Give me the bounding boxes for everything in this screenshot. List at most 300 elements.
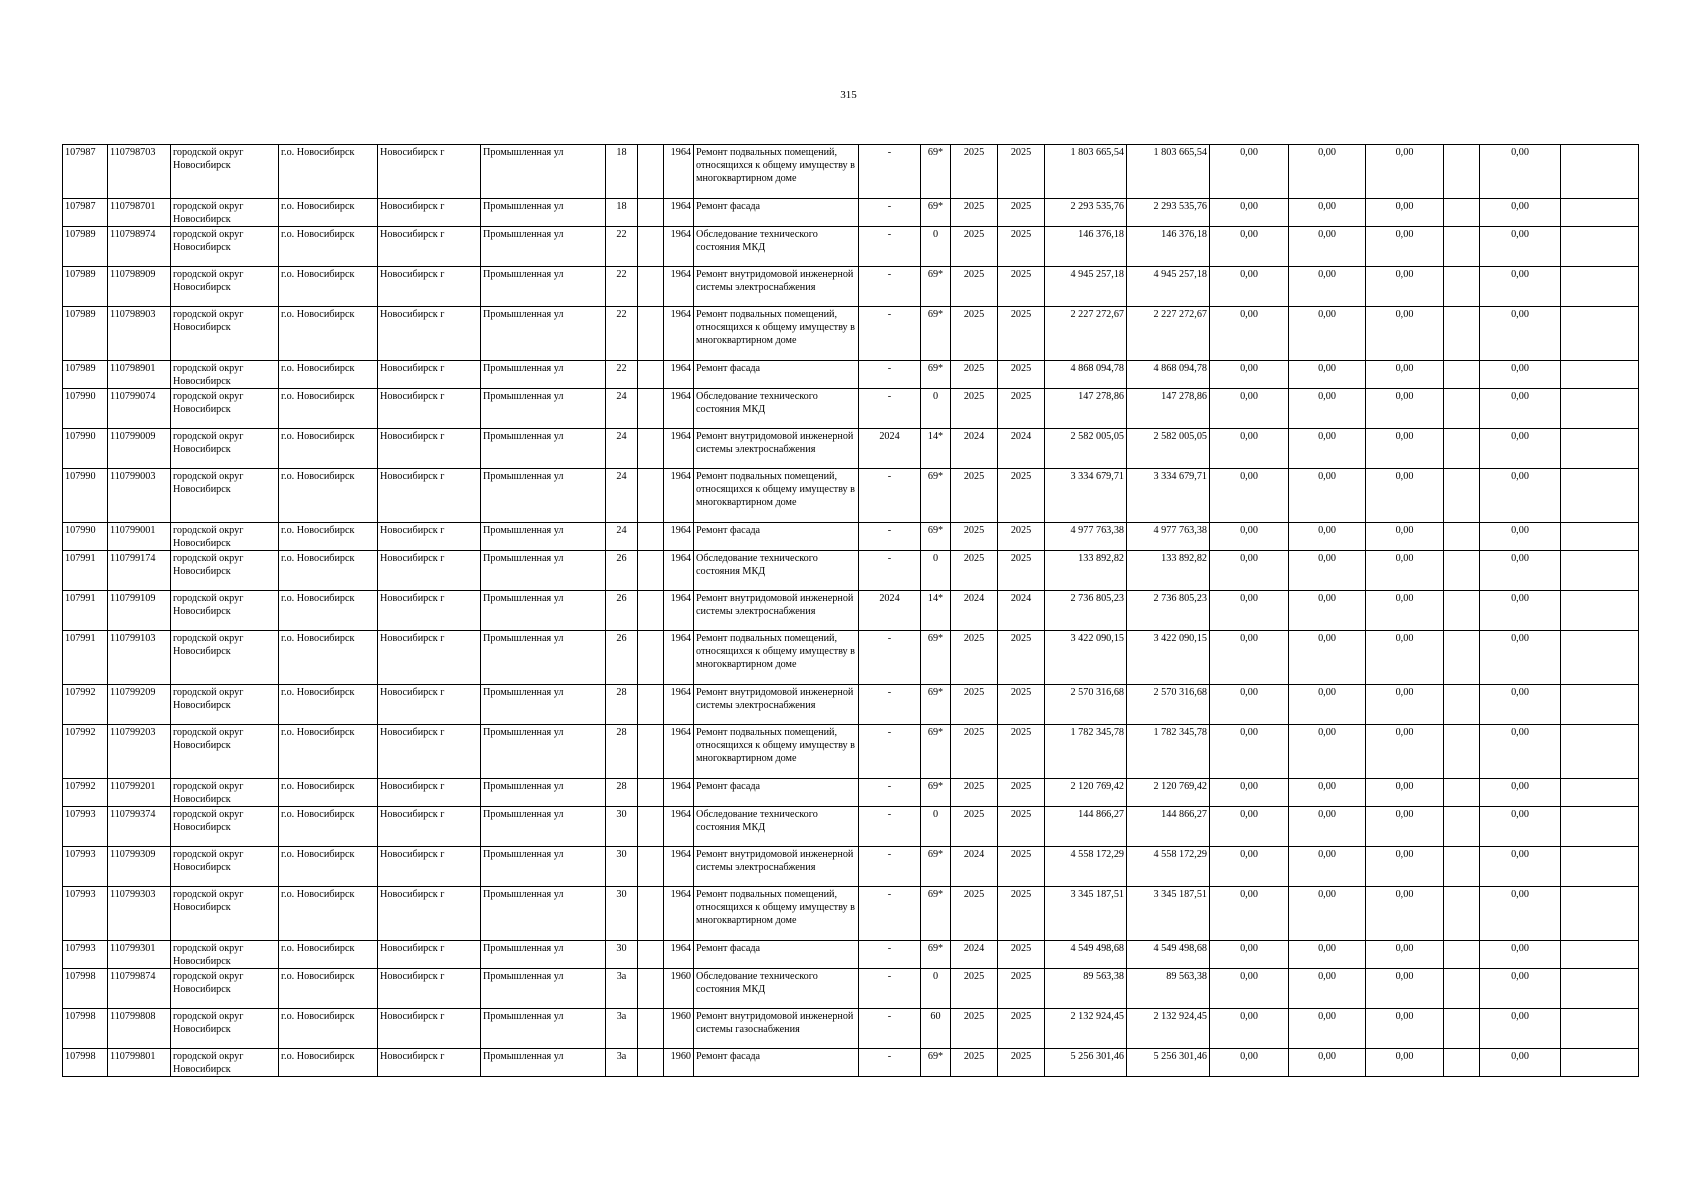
table-row xyxy=(63,1049,1639,1077)
cell-house-id: 107993 xyxy=(63,847,108,887)
cell-wear-percent: 14* xyxy=(921,591,951,631)
cell-building xyxy=(638,227,664,267)
cell-cost-local: 0,00 xyxy=(1366,941,1444,969)
cell-house-number: 22 xyxy=(606,227,638,267)
cell-blank xyxy=(1444,591,1480,631)
cell-building xyxy=(638,969,664,1009)
cell-work-id: 110799003 xyxy=(108,469,171,523)
cell-cost-federal: 0,00 xyxy=(1210,145,1289,199)
cell-cost-total: 2 736 805,23 xyxy=(1045,591,1127,631)
cell-note xyxy=(1561,145,1639,199)
cell-wear-percent: 69* xyxy=(921,145,951,199)
cell-cost-total: 133 892,82 xyxy=(1045,551,1127,591)
cell-district: г.о. Новосибирск xyxy=(279,199,378,227)
cell-cost-federal: 0,00 xyxy=(1210,469,1289,523)
cell-cost-federal: 0,00 xyxy=(1210,685,1289,725)
table-row xyxy=(63,429,1639,469)
cell-work-type: Ремонт внутридомовой инженерной системы электроснабжения xyxy=(694,591,859,631)
cell-house-id: 107998 xyxy=(63,1049,108,1077)
cell-district: г.о. Новосибирск xyxy=(279,361,378,389)
cell-blank xyxy=(1444,469,1480,523)
cell-district: г.о. Новосибирск xyxy=(279,469,378,523)
cell-cost-fund: 147 278,86 xyxy=(1127,389,1210,429)
cell-district: г.о. Новосибирск xyxy=(279,779,378,807)
cell-municipality: городской округ Новосибирск xyxy=(171,361,279,389)
cell-plan-year-end: 2025 xyxy=(998,969,1045,1009)
cell-cost-fund: 3 345 187,51 xyxy=(1127,887,1210,941)
cell-cost-local: 0,00 xyxy=(1366,361,1444,389)
cell-plan-year-start: 2025 xyxy=(951,779,998,807)
cell-municipality: городской округ Новосибирск xyxy=(171,847,279,887)
cell-municipality: городской округ Новосибирск xyxy=(171,1049,279,1077)
cell-cost-total: 2 293 535,76 xyxy=(1045,199,1127,227)
cell-plan-year-start: 2025 xyxy=(951,145,998,199)
cell-building xyxy=(638,551,664,591)
cell-cost-total: 2 120 769,42 xyxy=(1045,779,1127,807)
cell-cost-regional: 0,00 xyxy=(1289,1049,1366,1077)
cell-cost-owners: 0,00 xyxy=(1480,887,1561,941)
cell-cost-total: 2 132 924,45 xyxy=(1045,1009,1127,1049)
cell-house-id: 107987 xyxy=(63,199,108,227)
cell-wear-percent: 14* xyxy=(921,429,951,469)
cell-city: Новосибирск г xyxy=(378,199,481,227)
cell-wear-percent: 69* xyxy=(921,469,951,523)
cell-work-id: 110799209 xyxy=(108,685,171,725)
cell-cost-local: 0,00 xyxy=(1366,591,1444,631)
cell-build-year: 1964 xyxy=(664,469,694,523)
cell-cost-federal: 0,00 xyxy=(1210,887,1289,941)
cell-blank xyxy=(1444,389,1480,429)
cell-last-repair-year: - xyxy=(859,227,921,267)
cell-cost-local: 0,00 xyxy=(1366,631,1444,685)
table-row xyxy=(63,779,1639,807)
cell-district: г.о. Новосибирск xyxy=(279,307,378,361)
cell-cost-federal: 0,00 xyxy=(1210,389,1289,429)
cell-build-year: 1964 xyxy=(664,307,694,361)
cell-house-id: 107998 xyxy=(63,969,108,1009)
cell-build-year: 1960 xyxy=(664,969,694,1009)
cell-cost-total: 146 376,18 xyxy=(1045,227,1127,267)
cell-cost-owners: 0,00 xyxy=(1480,307,1561,361)
cell-building xyxy=(638,631,664,685)
cell-note xyxy=(1561,631,1639,685)
cell-cost-federal: 0,00 xyxy=(1210,847,1289,887)
cell-blank xyxy=(1444,725,1480,779)
cell-cost-total: 4 868 094,78 xyxy=(1045,361,1127,389)
cell-blank xyxy=(1444,267,1480,307)
cell-house-number: 30 xyxy=(606,807,638,847)
cell-work-id: 110799074 xyxy=(108,389,171,429)
cell-district: г.о. Новосибирск xyxy=(279,847,378,887)
cell-cost-owners: 0,00 xyxy=(1480,227,1561,267)
cell-cost-fund: 2 132 924,45 xyxy=(1127,1009,1210,1049)
cell-cost-regional: 0,00 xyxy=(1289,685,1366,725)
cell-city: Новосибирск г xyxy=(378,887,481,941)
cell-wear-percent: 0 xyxy=(921,227,951,267)
cell-municipality: городской округ Новосибирск xyxy=(171,941,279,969)
cell-building xyxy=(638,591,664,631)
cell-note xyxy=(1561,725,1639,779)
cell-note xyxy=(1561,551,1639,591)
cell-work-id: 110799374 xyxy=(108,807,171,847)
cell-municipality: городской округ Новосибирск xyxy=(171,887,279,941)
cell-last-repair-year: 2024 xyxy=(859,429,921,469)
cell-plan-year-start: 2025 xyxy=(951,227,998,267)
cell-street: Промышленная ул xyxy=(481,1049,606,1077)
cell-blank xyxy=(1444,631,1480,685)
cell-work-id: 110798901 xyxy=(108,361,171,389)
table-row xyxy=(63,847,1639,887)
cell-cost-owners: 0,00 xyxy=(1480,469,1561,523)
cell-house-number: 30 xyxy=(606,941,638,969)
cell-work-type: Обследование технического состояния МКД xyxy=(694,227,859,267)
cell-work-id: 110799001 xyxy=(108,523,171,551)
cell-district: г.о. Новосибирск xyxy=(279,523,378,551)
cell-wear-percent: 69* xyxy=(921,523,951,551)
cell-build-year: 1964 xyxy=(664,361,694,389)
cell-city: Новосибирск г xyxy=(378,307,481,361)
cell-cost-total: 2 582 005,05 xyxy=(1045,429,1127,469)
cell-cost-regional: 0,00 xyxy=(1289,389,1366,429)
cell-city: Новосибирск г xyxy=(378,227,481,267)
cell-blank xyxy=(1444,199,1480,227)
cell-cost-regional: 0,00 xyxy=(1289,887,1366,941)
cell-building xyxy=(638,199,664,227)
cell-build-year: 1964 xyxy=(664,267,694,307)
cell-work-type: Ремонт подвальных помещений, относящихся к общему имуществу в многоквартирном доме xyxy=(694,631,859,685)
cell-district: г.о. Новосибирск xyxy=(279,725,378,779)
cell-wear-percent: 69* xyxy=(921,361,951,389)
cell-build-year: 1964 xyxy=(664,631,694,685)
cell-blank xyxy=(1444,941,1480,969)
cell-note xyxy=(1561,779,1639,807)
cell-cost-owners: 0,00 xyxy=(1480,389,1561,429)
cell-cost-regional: 0,00 xyxy=(1289,469,1366,523)
cell-cost-owners: 0,00 xyxy=(1480,807,1561,847)
cell-blank xyxy=(1444,523,1480,551)
cell-municipality: городской округ Новосибирск xyxy=(171,429,279,469)
cell-note xyxy=(1561,389,1639,429)
cell-plan-year-end: 2025 xyxy=(998,551,1045,591)
cell-work-id: 110799009 xyxy=(108,429,171,469)
cell-note xyxy=(1561,199,1639,227)
cell-district: г.о. Новосибирск xyxy=(279,631,378,685)
cell-cost-fund: 2 227 272,67 xyxy=(1127,307,1210,361)
cell-cost-regional: 0,00 xyxy=(1289,523,1366,551)
cell-cost-fund: 2 570 316,68 xyxy=(1127,685,1210,725)
cell-cost-total: 4 549 498,68 xyxy=(1045,941,1127,969)
cell-cost-owners: 0,00 xyxy=(1480,551,1561,591)
cell-city: Новосибирск г xyxy=(378,145,481,199)
cell-work-id: 110799801 xyxy=(108,1049,171,1077)
cell-work-id: 110798974 xyxy=(108,227,171,267)
cell-cost-owners: 0,00 xyxy=(1480,429,1561,469)
cell-cost-owners: 0,00 xyxy=(1480,1009,1561,1049)
registry-table xyxy=(62,144,1639,1077)
cell-cost-fund: 4 945 257,18 xyxy=(1127,267,1210,307)
cell-plan-year-start: 2025 xyxy=(951,1049,998,1077)
cell-district: г.о. Новосибирск xyxy=(279,389,378,429)
cell-plan-year-end: 2025 xyxy=(998,847,1045,887)
table-row xyxy=(63,227,1639,267)
cell-house-id: 107991 xyxy=(63,591,108,631)
cell-house-number: 30 xyxy=(606,847,638,887)
cell-note xyxy=(1561,685,1639,725)
cell-street: Промышленная ул xyxy=(481,145,606,199)
cell-plan-year-end: 2025 xyxy=(998,807,1045,847)
cell-district: г.о. Новосибирск xyxy=(279,429,378,469)
cell-street: Промышленная ул xyxy=(481,969,606,1009)
cell-house-id: 107993 xyxy=(63,941,108,969)
cell-build-year: 1964 xyxy=(664,725,694,779)
cell-street: Промышленная ул xyxy=(481,199,606,227)
cell-cost-regional: 0,00 xyxy=(1289,361,1366,389)
cell-wear-percent: 0 xyxy=(921,551,951,591)
cell-cost-total: 4 977 763,38 xyxy=(1045,523,1127,551)
cell-blank xyxy=(1444,227,1480,267)
cell-work-type: Ремонт фасада xyxy=(694,779,859,807)
cell-cost-fund: 144 866,27 xyxy=(1127,807,1210,847)
cell-note xyxy=(1561,887,1639,941)
cell-district: г.о. Новосибирск xyxy=(279,591,378,631)
cell-street: Промышленная ул xyxy=(481,591,606,631)
cell-cost-owners: 0,00 xyxy=(1480,779,1561,807)
cell-plan-year-start: 2025 xyxy=(951,523,998,551)
cell-house-id: 107993 xyxy=(63,887,108,941)
cell-cost-local: 0,00 xyxy=(1366,685,1444,725)
cell-blank xyxy=(1444,429,1480,469)
cell-street: Промышленная ул xyxy=(481,429,606,469)
cell-plan-year-start: 2025 xyxy=(951,631,998,685)
cell-house-number: 18 xyxy=(606,145,638,199)
cell-cost-owners: 0,00 xyxy=(1480,591,1561,631)
cell-build-year: 1964 xyxy=(664,389,694,429)
cell-cost-regional: 0,00 xyxy=(1289,429,1366,469)
cell-street: Промышленная ул xyxy=(481,361,606,389)
cell-note xyxy=(1561,969,1639,1009)
cell-street: Промышленная ул xyxy=(481,469,606,523)
cell-note xyxy=(1561,591,1639,631)
cell-note xyxy=(1561,429,1639,469)
cell-cost-regional: 0,00 xyxy=(1289,725,1366,779)
cell-street: Промышленная ул xyxy=(481,631,606,685)
cell-city: Новосибирск г xyxy=(378,847,481,887)
cell-cost-fund: 4 868 094,78 xyxy=(1127,361,1210,389)
cell-plan-year-start: 2025 xyxy=(951,199,998,227)
cell-plan-year-end: 2025 xyxy=(998,307,1045,361)
cell-city: Новосибирск г xyxy=(378,389,481,429)
cell-cost-local: 0,00 xyxy=(1366,429,1444,469)
cell-last-repair-year: - xyxy=(859,307,921,361)
cell-building xyxy=(638,941,664,969)
cell-plan-year-end: 2025 xyxy=(998,685,1045,725)
cell-work-type: Обследование технического состояния МКД xyxy=(694,807,859,847)
cell-work-type: Ремонт фасада xyxy=(694,361,859,389)
cell-house-number: 22 xyxy=(606,307,638,361)
cell-municipality: городской округ Новосибирск xyxy=(171,631,279,685)
cell-work-id: 110798903 xyxy=(108,307,171,361)
cell-plan-year-start: 2025 xyxy=(951,551,998,591)
cell-district: г.о. Новосибирск xyxy=(279,267,378,307)
cell-cost-local: 0,00 xyxy=(1366,307,1444,361)
cell-wear-percent: 69* xyxy=(921,725,951,779)
cell-district: г.о. Новосибирск xyxy=(279,551,378,591)
cell-cost-local: 0,00 xyxy=(1366,469,1444,523)
cell-plan-year-end: 2025 xyxy=(998,1009,1045,1049)
cell-cost-local: 0,00 xyxy=(1366,725,1444,779)
cell-last-repair-year: - xyxy=(859,941,921,969)
cell-wear-percent: 0 xyxy=(921,389,951,429)
cell-plan-year-start: 2025 xyxy=(951,969,998,1009)
cell-plan-year-end: 2025 xyxy=(998,361,1045,389)
cell-last-repair-year: 2024 xyxy=(859,591,921,631)
cell-cost-local: 0,00 xyxy=(1366,199,1444,227)
cell-street: Промышленная ул xyxy=(481,779,606,807)
cell-district: г.о. Новосибирск xyxy=(279,1049,378,1077)
cell-district: г.о. Новосибирск xyxy=(279,807,378,847)
cell-build-year: 1964 xyxy=(664,847,694,887)
cell-house-number: 26 xyxy=(606,551,638,591)
cell-plan-year-end: 2025 xyxy=(998,145,1045,199)
cell-plan-year-end: 2025 xyxy=(998,267,1045,307)
cell-plan-year-end: 2025 xyxy=(998,631,1045,685)
cell-district: г.о. Новосибирск xyxy=(279,941,378,969)
cell-cost-local: 0,00 xyxy=(1366,523,1444,551)
table-row xyxy=(63,199,1639,227)
cell-work-id: 110799201 xyxy=(108,779,171,807)
cell-work-type: Ремонт внутридомовой инженерной системы газоснабжения xyxy=(694,1009,859,1049)
cell-cost-total: 4 945 257,18 xyxy=(1045,267,1127,307)
table-row xyxy=(63,941,1639,969)
cell-work-type: Обследование технического состояния МКД xyxy=(694,969,859,1009)
table-row xyxy=(63,551,1639,591)
cell-street: Промышленная ул xyxy=(481,685,606,725)
cell-plan-year-end: 2024 xyxy=(998,591,1045,631)
cell-cost-regional: 0,00 xyxy=(1289,779,1366,807)
cell-blank xyxy=(1444,969,1480,1009)
cell-cost-federal: 0,00 xyxy=(1210,969,1289,1009)
cell-cost-local: 0,00 xyxy=(1366,1049,1444,1077)
cell-work-id: 110799203 xyxy=(108,725,171,779)
cell-cost-federal: 0,00 xyxy=(1210,429,1289,469)
cell-cost-owners: 0,00 xyxy=(1480,145,1561,199)
page-number: 315 xyxy=(840,89,857,101)
cell-house-id: 107992 xyxy=(63,685,108,725)
cell-cost-local: 0,00 xyxy=(1366,1009,1444,1049)
cell-work-id: 110798909 xyxy=(108,267,171,307)
cell-work-id: 110799301 xyxy=(108,941,171,969)
cell-build-year: 1964 xyxy=(664,227,694,267)
table-row xyxy=(63,361,1639,389)
cell-street: Промышленная ул xyxy=(481,1009,606,1049)
cell-building xyxy=(638,389,664,429)
cell-house-id: 107990 xyxy=(63,469,108,523)
cell-cost-local: 0,00 xyxy=(1366,807,1444,847)
cell-blank xyxy=(1444,361,1480,389)
cell-house-number: 22 xyxy=(606,361,638,389)
cell-build-year: 1964 xyxy=(664,685,694,725)
cell-cost-fund: 89 563,38 xyxy=(1127,969,1210,1009)
cell-last-repair-year: - xyxy=(859,1049,921,1077)
cell-city: Новосибирск г xyxy=(378,1009,481,1049)
cell-plan-year-start: 2024 xyxy=(951,941,998,969)
cell-building xyxy=(638,847,664,887)
cell-municipality: городской округ Новосибирск xyxy=(171,725,279,779)
cell-last-repair-year: - xyxy=(859,807,921,847)
table-row xyxy=(63,969,1639,1009)
cell-cost-fund: 4 549 498,68 xyxy=(1127,941,1210,969)
cell-wear-percent: 69* xyxy=(921,1049,951,1077)
cell-blank xyxy=(1444,847,1480,887)
cell-cost-federal: 0,00 xyxy=(1210,227,1289,267)
cell-city: Новосибирск г xyxy=(378,969,481,1009)
cell-municipality: городской округ Новосибирск xyxy=(171,307,279,361)
cell-house-id: 107991 xyxy=(63,631,108,685)
cell-work-id: 110799303 xyxy=(108,887,171,941)
cell-last-repair-year: - xyxy=(859,551,921,591)
cell-cost-federal: 0,00 xyxy=(1210,807,1289,847)
cell-blank xyxy=(1444,1009,1480,1049)
cell-cost-fund: 4 977 763,38 xyxy=(1127,523,1210,551)
cell-cost-fund: 133 892,82 xyxy=(1127,551,1210,591)
table-row xyxy=(63,591,1639,631)
cell-city: Новосибирск г xyxy=(378,429,481,469)
cell-work-id: 110799103 xyxy=(108,631,171,685)
cell-plan-year-start: 2025 xyxy=(951,807,998,847)
cell-work-id: 110798701 xyxy=(108,199,171,227)
cell-cost-owners: 0,00 xyxy=(1480,1049,1561,1077)
table-row xyxy=(63,631,1639,685)
cell-city: Новосибирск г xyxy=(378,941,481,969)
cell-cost-regional: 0,00 xyxy=(1289,847,1366,887)
cell-municipality: городской округ Новосибирск xyxy=(171,779,279,807)
cell-house-id: 107992 xyxy=(63,725,108,779)
cell-wear-percent: 0 xyxy=(921,969,951,1009)
cell-note xyxy=(1561,523,1639,551)
cell-cost-federal: 0,00 xyxy=(1210,199,1289,227)
registry-table-body xyxy=(63,145,1639,1077)
cell-cost-regional: 0,00 xyxy=(1289,227,1366,267)
cell-municipality: городской округ Новосибирск xyxy=(171,523,279,551)
cell-city: Новосибирск г xyxy=(378,1049,481,1077)
cell-work-id: 110799808 xyxy=(108,1009,171,1049)
cell-cost-local: 0,00 xyxy=(1366,267,1444,307)
cell-blank xyxy=(1444,1049,1480,1077)
cell-plan-year-start: 2025 xyxy=(951,1009,998,1049)
cell-work-type: Ремонт внутридомовой инженерной системы электроснабжения xyxy=(694,429,859,469)
cell-cost-federal: 0,00 xyxy=(1210,779,1289,807)
cell-work-type: Ремонт фасада xyxy=(694,1049,859,1077)
cell-blank xyxy=(1444,779,1480,807)
cell-building xyxy=(638,807,664,847)
cell-work-type: Ремонт подвальных помещений, относящихся к общему имуществу в многоквартирном доме xyxy=(694,887,859,941)
cell-municipality: городской округ Новосибирск xyxy=(171,227,279,267)
table-row xyxy=(63,725,1639,779)
cell-work-type: Ремонт подвальных помещений, относящихся к общему имуществу в многоквартирном доме xyxy=(694,469,859,523)
cell-house-id: 107990 xyxy=(63,389,108,429)
cell-blank xyxy=(1444,307,1480,361)
cell-build-year: 1964 xyxy=(664,145,694,199)
cell-cost-federal: 0,00 xyxy=(1210,1009,1289,1049)
cell-cost-total: 144 866,27 xyxy=(1045,807,1127,847)
cell-house-number: 28 xyxy=(606,725,638,779)
cell-house-id: 107998 xyxy=(63,1009,108,1049)
table-row xyxy=(63,267,1639,307)
cell-plan-year-start: 2025 xyxy=(951,685,998,725)
cell-cost-total: 147 278,86 xyxy=(1045,389,1127,429)
cell-street: Промышленная ул xyxy=(481,227,606,267)
cell-cost-total: 3 345 187,51 xyxy=(1045,887,1127,941)
